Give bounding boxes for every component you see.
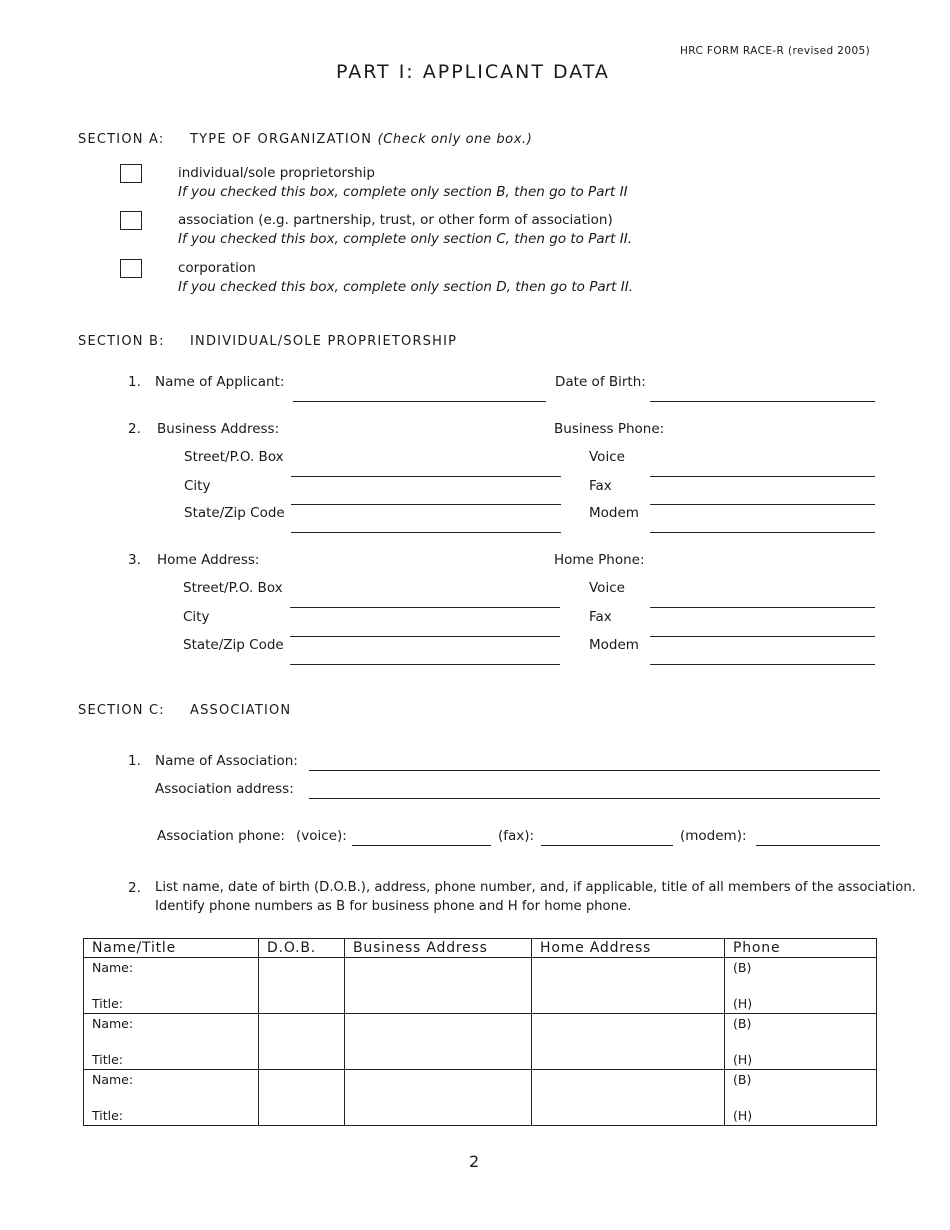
business-fax-label: Fax (589, 478, 612, 494)
business-street-field[interactable] (291, 476, 561, 477)
name-title-cell[interactable] (84, 958, 259, 1014)
business-statezip-label: State/Zip Code (184, 505, 285, 521)
business-address-cell[interactable] (345, 958, 532, 1014)
dob-label: Date of Birth: (555, 374, 646, 390)
title-label: Title: (92, 996, 123, 1011)
table-row (84, 1070, 877, 1126)
column-header: Home Address (532, 939, 725, 958)
home-voice-field[interactable] (650, 607, 875, 608)
page-title: PART I: APPLICANT DATA (336, 61, 610, 83)
title-label: Title: (92, 1108, 123, 1123)
association-name-field[interactable] (309, 770, 880, 771)
column-header: Phone (725, 939, 877, 958)
option-individual-note: If you checked this box, complete only section B, then go to Part II (178, 184, 628, 200)
section-b-label: SECTION B: (78, 334, 165, 349)
home-street-field[interactable] (290, 607, 560, 608)
business-phone-label: Business Phone: (554, 421, 665, 437)
home-statezip-label: State/Zip Code (183, 637, 284, 653)
voice-label: (voice): (296, 828, 347, 844)
business-voice-field[interactable] (650, 476, 875, 477)
business-street-label: Street/P.O. Box (184, 449, 284, 465)
column-header: Business Address (345, 939, 532, 958)
home-address-cell[interactable] (532, 958, 725, 1014)
home-fax-field[interactable] (650, 636, 875, 637)
modem-label: (modem): (680, 828, 747, 844)
checkbox-corporation[interactable] (120, 259, 142, 278)
business-city-field[interactable] (291, 504, 561, 505)
home-modem-field[interactable] (650, 664, 875, 665)
association-fax-field[interactable] (541, 845, 673, 846)
business-modem-field[interactable] (650, 532, 875, 533)
section-a-title: TYPE OF ORGANIZATION (190, 132, 373, 147)
phone-cell[interactable] (725, 958, 877, 1014)
members-table (83, 938, 877, 1126)
column-header: D.O.B. (259, 939, 345, 958)
business-address-cell[interactable] (345, 1014, 532, 1070)
name-label: Name: (92, 1072, 134, 1087)
section-a-label: SECTION A: (78, 132, 165, 147)
home-address-label: Home Address: (157, 552, 260, 568)
name-title-cell[interactable] (84, 1014, 259, 1070)
home-address-cell[interactable] (532, 1014, 725, 1070)
business-address-label: Business Address: (157, 421, 280, 437)
item-number: 3. (128, 552, 141, 568)
business-address-cell[interactable] (345, 1070, 532, 1126)
association-name-label: Name of Association: (155, 753, 298, 769)
members-instruction-line1: List name, date of birth (D.O.B.), address, phone number, and, if applicable, title of all members of the association. (155, 880, 916, 895)
phone-cell[interactable] (725, 1070, 877, 1126)
section-c-heading: ASSOCIATION (190, 703, 292, 718)
phone-h-label: (H) (733, 1108, 753, 1123)
table-row (84, 1014, 877, 1070)
home-fax-label: Fax (589, 609, 612, 625)
phone-b-label: (B) (733, 960, 752, 975)
association-voice-field[interactable] (352, 845, 491, 846)
home-city-label: City (183, 609, 210, 625)
table-row (84, 958, 877, 1014)
association-phone-label: Association phone: (157, 828, 285, 844)
home-street-label: Street/P.O. Box (183, 580, 283, 596)
item-number: 2. (128, 880, 141, 896)
applicant-name-field[interactable] (293, 401, 546, 402)
option-corporation-label: corporation (178, 260, 256, 276)
name-label: Name: (92, 960, 134, 975)
home-voice-label: Voice (589, 580, 625, 596)
dob-cell[interactable] (259, 1014, 345, 1070)
business-modem-label: Modem (589, 505, 639, 521)
home-statezip-field[interactable] (290, 664, 560, 665)
page-number: 2 (469, 1152, 480, 1171)
section-a-instruction: (Check only one box.) (377, 132, 533, 147)
option-association-label: association (e.g. partnership, trust, or other form of association) (178, 212, 613, 228)
name-label: Name: (92, 1016, 134, 1031)
fax-label: (fax): (498, 828, 535, 844)
section-a-heading (190, 132, 532, 147)
association-address-label: Association address: (155, 781, 294, 797)
title-label: Title: (92, 1052, 123, 1067)
section-c-label: SECTION C: (78, 703, 165, 718)
name-title-cell[interactable] (84, 1070, 259, 1126)
members-instruction-line2: Identify phone numbers as B for business phone and H for home phone. (155, 899, 632, 914)
home-city-field[interactable] (290, 636, 560, 637)
business-voice-label: Voice (589, 449, 625, 465)
checkbox-individual[interactable] (120, 164, 142, 183)
dob-cell[interactable] (259, 958, 345, 1014)
checkbox-association[interactable] (120, 211, 142, 230)
phone-b-label: (B) (733, 1072, 752, 1087)
option-association-note: If you checked this box, complete only section C, then go to Part II. (178, 231, 633, 247)
phone-cell[interactable] (725, 1014, 877, 1070)
column-header: Name/Title (84, 939, 259, 958)
option-corporation-note: If you checked this box, complete only section D, then go to Part II. (178, 279, 633, 295)
home-modem-label: Modem (589, 637, 639, 653)
phone-b-label: (B) (733, 1016, 752, 1031)
home-address-cell[interactable] (532, 1070, 725, 1126)
item-number: 1. (128, 374, 141, 390)
section-b-heading: INDIVIDUAL/SOLE PROPRIETORSHIP (190, 334, 458, 349)
form-id: HRC FORM RACE-R (revised 2005) (680, 45, 871, 57)
table-header-row (84, 939, 877, 958)
business-city-label: City (184, 478, 211, 494)
phone-h-label: (H) (733, 1052, 753, 1067)
dob-field[interactable] (650, 401, 875, 402)
applicant-name-label: Name of Applicant: (155, 374, 285, 390)
business-statezip-field[interactable] (291, 532, 561, 533)
dob-cell[interactable] (259, 1070, 345, 1126)
phone-h-label: (H) (733, 996, 753, 1011)
association-modem-field[interactable] (756, 845, 880, 846)
item-number: 2. (128, 421, 141, 437)
option-individual-label: individual/sole proprietorship (178, 165, 375, 181)
association-address-field[interactable] (309, 798, 880, 799)
item-number: 1. (128, 753, 141, 769)
business-fax-field[interactable] (650, 504, 875, 505)
home-phone-label: Home Phone: (554, 552, 645, 568)
